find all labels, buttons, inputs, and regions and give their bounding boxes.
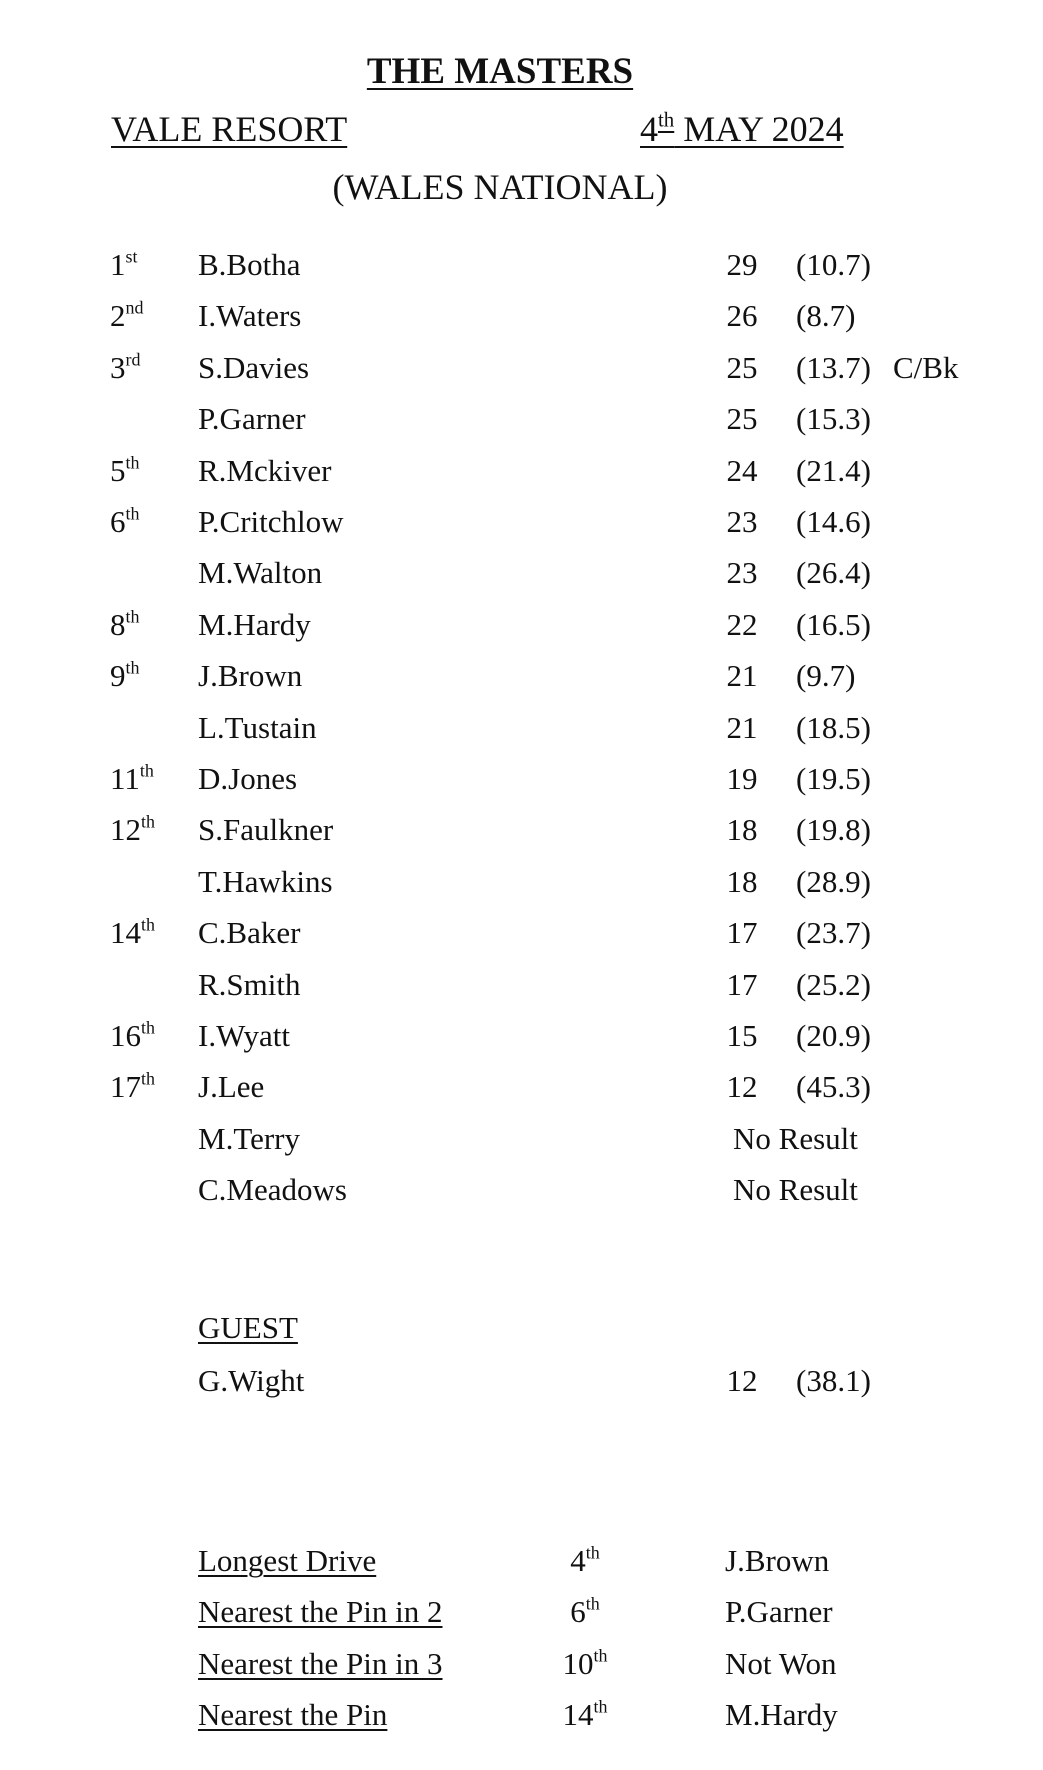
position-suffix: nd <box>125 297 144 318</box>
guest-name: G.Wight <box>198 1363 305 1398</box>
player-name: L.Tustain <box>198 709 317 745</box>
venue-name: VALE RESORT <box>111 109 348 149</box>
player-score: 24 <box>726 452 758 488</box>
position-number: 16 <box>110 1018 141 1053</box>
position-number: 2 <box>110 298 126 334</box>
prize-winner: J.Brown <box>725 1543 830 1578</box>
result-position <box>110 243 138 287</box>
result-row <box>0 757 1043 801</box>
player-score: 19 <box>726 761 758 796</box>
no-result-status: No Result <box>733 1120 858 1156</box>
result-position <box>110 757 154 801</box>
player-score: 17 <box>726 966 758 1002</box>
result-position <box>110 449 139 493</box>
player-name: S.Davies <box>198 349 310 385</box>
result-row <box>0 500 1043 544</box>
position-number: 1 <box>110 247 126 282</box>
result-position <box>110 808 155 852</box>
result-position <box>110 1014 155 1058</box>
player-name: T.Hawkins <box>198 863 333 899</box>
prize-hole <box>550 1642 620 1686</box>
prize-name: Nearest the Pin in 3 <box>198 1645 443 1681</box>
position-number: 12 <box>110 812 141 848</box>
course-name: (WALES NATIONAL) <box>332 167 668 207</box>
result-row <box>0 963 1043 1007</box>
player-handicap: (23.7) <box>796 915 871 951</box>
result-row <box>0 706 1043 750</box>
player-score: 18 <box>726 812 758 848</box>
player-score: 29 <box>726 247 758 282</box>
position-suffix: th <box>125 452 140 473</box>
player-name: R.Mckiver <box>198 452 332 488</box>
player-handicap: (20.9) <box>796 1018 871 1053</box>
player-score: 17 <box>726 915 758 951</box>
player-name: P.Critchlow <box>198 504 344 539</box>
date-day: 4 <box>640 109 658 149</box>
player-handicap: (13.7) <box>796 349 871 385</box>
result-row <box>0 449 1043 493</box>
position-number: 3 <box>110 349 126 385</box>
guest-score: 12 <box>726 1363 758 1398</box>
result-position <box>110 294 143 338</box>
position-number: 14 <box>110 915 141 951</box>
position-number: 5 <box>110 452 126 488</box>
player-score: 12 <box>726 1069 758 1105</box>
no-result-row <box>0 1168 1043 1212</box>
player-handicap: (18.5) <box>796 709 871 745</box>
player-handicap: (45.3) <box>796 1069 871 1105</box>
player-handicap: (28.9) <box>796 863 871 899</box>
player-score: 18 <box>726 863 758 899</box>
position-suffix: th <box>125 657 140 678</box>
position-suffix: st <box>125 246 138 267</box>
player-handicap: (25.2) <box>796 966 871 1002</box>
player-score: 21 <box>726 709 758 745</box>
result-row <box>0 346 1043 390</box>
player-handicap: (16.5) <box>796 606 871 642</box>
hole-suffix: th <box>585 1542 600 1563</box>
prize-winner: M.Hardy <box>725 1697 838 1733</box>
player-handicap: (8.7) <box>796 298 856 334</box>
player-name: M.Walton <box>198 555 323 591</box>
player-name: D.Jones <box>198 761 298 796</box>
prize-hole <box>550 1693 620 1737</box>
player-handicap: (26.4) <box>796 555 871 591</box>
position-number: 9 <box>110 658 126 694</box>
position-suffix: th <box>139 760 154 781</box>
player-name: C.Meadows <box>198 1172 347 1208</box>
player-handicap: (10.7) <box>796 247 871 282</box>
player-name: B.Botha <box>198 247 301 282</box>
player-name: J.Brown <box>198 658 303 694</box>
prize-winner: Not Won <box>725 1645 837 1681</box>
result-row <box>0 654 1043 698</box>
player-name: J.Lee <box>198 1069 265 1105</box>
player-handicap: (14.6) <box>796 504 871 539</box>
player-score: 15 <box>726 1018 758 1053</box>
hole-number: 6 <box>570 1594 586 1630</box>
player-score: 25 <box>726 349 758 385</box>
player-handicap: (9.7) <box>796 658 856 694</box>
hole-number: 14 <box>562 1697 594 1733</box>
prize-hole <box>550 1539 620 1583</box>
result-row <box>0 603 1043 647</box>
prize-winner: P.Garner <box>725 1594 833 1630</box>
player-score: 25 <box>726 401 758 437</box>
prize-row <box>0 1539 1043 1583</box>
result-row <box>0 808 1043 852</box>
position-suffix: th <box>141 1017 155 1038</box>
position-suffix: th <box>125 606 140 627</box>
page-title: THE MASTERS <box>366 51 634 92</box>
player-name: S.Faulkner <box>198 812 334 848</box>
player-name: I.Wyatt <box>198 1018 290 1053</box>
prize-name: Nearest the Pin in 2 <box>198 1594 443 1630</box>
position-suffix: th <box>141 914 155 935</box>
hole-number: 10 <box>562 1645 594 1681</box>
position-number: 17 <box>110 1069 141 1105</box>
result-row <box>0 1065 1043 1109</box>
result-row <box>0 860 1043 904</box>
position-suffix: th <box>141 1068 155 1089</box>
no-result-row <box>0 1117 1043 1161</box>
player-name: I.Waters <box>198 298 302 334</box>
position-suffix: th <box>125 503 140 524</box>
hole-suffix: th <box>593 1645 608 1666</box>
player-name: C.Baker <box>198 915 301 951</box>
result-position <box>110 346 140 390</box>
result-row <box>0 243 1043 287</box>
date-suffix: th <box>658 107 675 132</box>
result-row <box>0 294 1043 338</box>
hole-suffix: th <box>593 1696 608 1717</box>
result-row <box>0 551 1043 595</box>
player-handicap: (21.4) <box>796 452 871 488</box>
event-date <box>640 107 844 150</box>
result-position <box>110 1065 155 1109</box>
player-name: M.Hardy <box>198 606 311 642</box>
hole-suffix: th <box>585 1593 600 1614</box>
player-score: 21 <box>726 658 758 694</box>
player-name: R.Smith <box>198 966 301 1002</box>
player-name: M.Terry <box>198 1120 300 1156</box>
position-suffix: rd <box>125 349 141 370</box>
result-position <box>110 603 139 647</box>
prize-name: Longest Drive <box>198 1543 377 1578</box>
result-row <box>0 397 1043 441</box>
player-score: 26 <box>726 298 758 334</box>
guest-heading: GUEST <box>198 1310 298 1345</box>
player-score: 23 <box>726 504 758 539</box>
date-month-year: MAY 2024 <box>674 109 844 149</box>
result-row <box>0 911 1043 955</box>
position-number: 11 <box>110 761 140 796</box>
guest-row <box>0 1359 1043 1403</box>
no-result-status: No Result <box>733 1172 858 1208</box>
player-name: P.Garner <box>198 401 306 437</box>
hole-number: 4 <box>570 1543 586 1578</box>
prize-hole <box>550 1590 620 1634</box>
position-number: 8 <box>110 606 126 642</box>
player-handicap: (19.5) <box>796 761 871 796</box>
prize-row <box>0 1642 1043 1686</box>
countback-note: C/Bk <box>893 349 959 385</box>
player-score: 23 <box>726 555 758 591</box>
result-position <box>110 654 139 698</box>
prize-row <box>0 1693 1043 1737</box>
position-suffix: th <box>141 811 155 832</box>
player-score: 22 <box>726 606 758 642</box>
player-handicap: (19.8) <box>796 812 871 848</box>
result-position <box>110 911 155 955</box>
result-position <box>110 500 139 544</box>
prize-row <box>0 1590 1043 1634</box>
position-number: 6 <box>110 504 126 539</box>
guest-handicap: (38.1) <box>796 1363 871 1398</box>
player-handicap: (15.3) <box>796 401 871 437</box>
prize-name: Nearest the Pin <box>198 1697 388 1733</box>
result-row <box>0 1014 1043 1058</box>
